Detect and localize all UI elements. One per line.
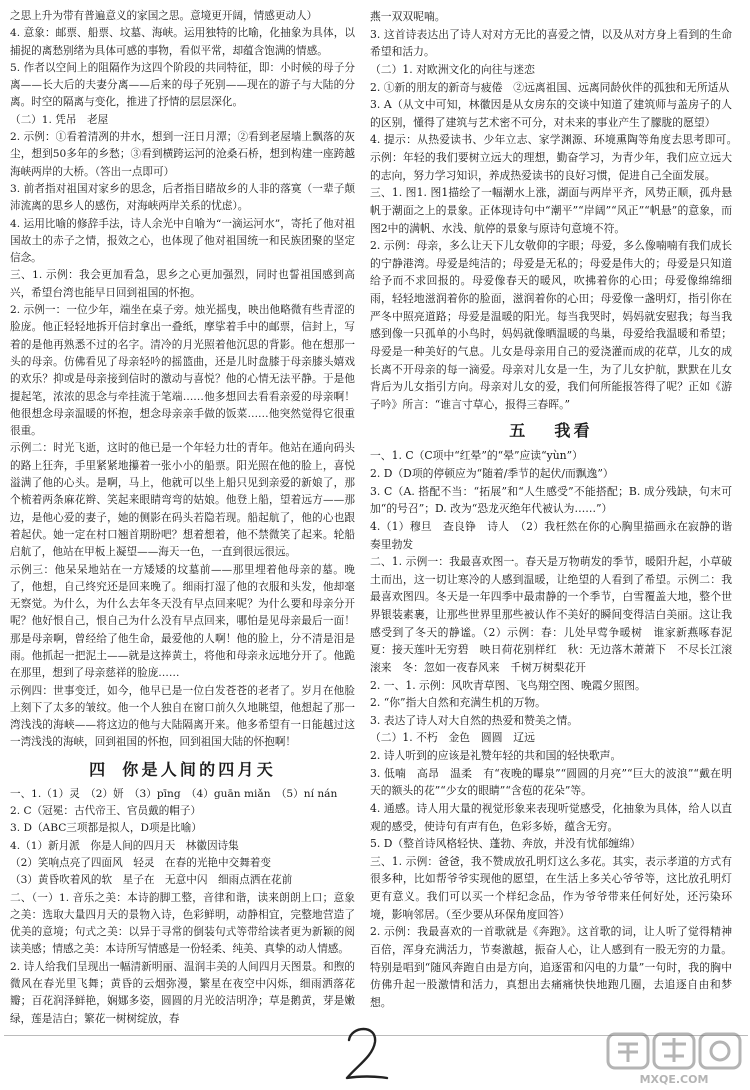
- answer-paragraph: 二、1. 示例一：我最喜欢图一。春天是万物萌发的季节，暖阳升起，小草破土而出，这一切让寒冷的人感到温暖，让绝望的人看到了希望。示例二：我最喜欢图四。冬天是一年四季中最肃静的一个季节，白雪覆盖大地，整个世界银装素裹，让那些世界里那些被认作不美好的瞬间变得洁白美丽。这让我感受到了冬天的静谧。（2）示例：春：儿处早莺争暖树 谁家新燕啄春泥 夏：接天莲叶无穷碧 映日荷花别样红 秋：无边落木萧萧下 不尽长江滚滚来 冬：忽如一夜春风来 千树万树梨花开: [370, 555, 743, 674]
- answer-paragraph: 3. D（ABC三项都是拟人，D项是比喻）: [10, 822, 202, 835]
- answer-paragraph: 示例二：时光飞逝，这时的他已是一个年轻力壮的青年。他站在通向码头的路上狂奔，手里紧紧地攥着一张小小的船票。阳光照在他的脸上，喜悦溢满了他的心头。是啊，马上，他就可以坐上船只见到亲爱的新娘了，那个梳着两条麻花辫、笑起来眼睛弯弯的姑娘。他登上船，望着远方——那边，是他心爱的妻子，她的侧影在码头若隐若现。船起航了，他的心也跟着起伏。她一定在村口翘首期盼吧？想着想着，他不禁微笑了起来。轮船启航了，他站在甲板上凝望——海天一色，一直到很远很远。: [10, 442, 355, 559]
- answer-paragraph: 2. D（D项的停顿应为“随着/季节的起伏/而飘逸”）: [370, 467, 614, 480]
- answer-paragraph: 2. 一、1. 示例：风吹青草图、飞鸟翔空图、晚霞夕照图。: [370, 678, 646, 692]
- answer-paragraph: 2. 示例：母亲，多么让天下儿女敬仰的字眼；母爱，多么像喃喃有我们成长的宁静港湾。母爱是纯洁的；母爱是无私的；母爱是伟大的；母爱是只知道给予而不求回报的。母爱像春天的暖风，吹拂着你的心田；母爱像绵绵细雨，轻轻地滋润着你的脸面，滋润着你的心田；母爱像一盏明灯，指引你在严冬中照亮道路；母爱是温暖的阳光。每当我哭时，妈妈就安慰我；每当我感到像一只孤单的小鸟时，妈妈就像晒温暖的鸟巢，母爱给我温暖和希望；母爱是一种美好的气息。儿女是母亲用自己的爱浇灌而成的花草，儿女的成长离不开母亲的每一滴爱。母亲对儿女是一生，为了儿女护航，默默在儿女背后为儿女指引方向。母亲对儿女的爱，我们何所能报答得了呢？正如《游子吟》所言：“谁言寸草心，报得三春晖。”: [370, 239, 732, 411]
- answer-paragraph: 3. 低喃 高昂 温柔 有“夜晚的曝泉”“圆圆的月亮”“巨大的波浪”“戴在明天的额头的花”“少女的眼睛”“含苞的花朵”等。: [370, 766, 732, 798]
- answer-paragraph: 2. 示例一：一位少年，端坐在桌子旁。烛光摇曳，映出他略微有些青涩的脸庞。他正轻轻地拆开信封拿出一叠纸，摩挲着手中的邮票，信封上，写着的是他再熟悉不过的名字。清冷的月光照着他沉思的背影。他在想那一头的母亲。仿佛看见了母亲轻吟的摇篮曲，还是儿时盘膝于母亲膝头嬉戏的欢乐？抑或是母亲接到信时的激动与喜悦？他的心情无法平静。于是他提起笔，浓浓的思念与牵挂流于笔端……他多想回去看看亲爱的母亲啊！他很想念母亲温暖的怀抱，想念母亲亲手做的饭菜……他突然觉得它很重很重。: [10, 304, 355, 438]
- section-title: 你是人间的四月天: [122, 759, 276, 779]
- answer-paragraph: 2. 示例：我最喜欢的一首歌就是《奔跑》。这首歌的词，让人听了觉得精神百倍，浑身充满活力，节奏激越，振奋人心，让人感到有一股无穷的力量。特别是唱到“随风奔跑自由是方向，追逐雷和闪电的力量”一句时，我的胸中仿佛升起一股激情和活力，真想出去痛痛快快地跑几圈，去追逐自由和梦想。: [370, 925, 732, 1009]
- section-heading: [370, 419, 732, 443]
- answer-paragraph: 3. C（A. 搭配不当：“拓展”和“人生感受”不能搭配；B. 成分残缺，句末可加“的号召”；D. 改为“恐龙灭绝年代被认为……”）: [370, 484, 732, 516]
- handwritten-page-number: [335, 1018, 395, 1088]
- left-column: [10, 8, 355, 1028]
- answer-paragraph: 示例四：世事变迁，如今，他早已是一位白发苍苍的老者了。岁月在他脸上刻下了太多的皱纹。他一个人独自在窗口前久久地眺望，他想起了那一湾浅浅的海峡——将这边的他与大陆隔离开来。他多希望有一日能越过这一湾浅浅的海峡，回到祖国的怀抱，回到祖国大陆的怀抱啊！: [10, 684, 355, 749]
- answer-paragraph: 4. 运用比喻的修辞手法，诗人余光中自喻为“一滴运河水”，寄托了他对祖国故土的赤子之情，报效之心，也体现了他对祖国统一和民族团聚的坚定信念。: [10, 217, 355, 265]
- answer-paragraph: 示例三：他呆呆地站在一方矮矮的坟墓前——那里埋着他母亲的墓。晚了，他想，自己终究还是回来晚了。细雨打湿了他的衣服和头发，他却毫无察觉。为什么，为什么去年冬天没有早点回来呢？为什么要和母亲分开呢？他好恨自己，恨自己为什么没有早点回来，哪怕是见母亲最后一面！那是母亲啊，曾经给了他生命，最爱他的人啊！他的脸上，分不清是泪是雨。他抓起一把泥土——就是这捧黄土，将他和母亲永远地分开了。他跪在那里，想到了母亲慈祥的脸庞……: [10, 563, 355, 680]
- answer-paragraph: 5. D（整首诗风格轻快、蓬勃、奔放，并没有忧郁缠绵）: [370, 837, 641, 851]
- answer-paragraph: 三、1. 示例：爸爸，我不赞成放孔明灯这么多花。其实，表示孝道的方式有很多种，比如帮爷爷实现他的愿望，在生活上多关心爷爷等，这比放孔明灯更有意义。我们可以买一个样纪念品，作为爷爷带来任何好处，还污染环境，影响邻居。（至少要从环保角度回答）: [370, 854, 732, 921]
- answer-paragraph: （二）1. 对欧洲文化的向往与迷恋: [370, 62, 535, 76]
- section-heading: [10, 758, 355, 782]
- watermark-logo: [606, 1030, 746, 1088]
- answer-paragraph: 4.（1）穆旦 查良铮 诗人 （2）我枉然在你的心胸里描画永在寂静的谐奏里勃发: [370, 519, 732, 551]
- section-number: 五: [509, 421, 529, 441]
- right-column: [370, 8, 743, 1011]
- answer-paragraph: 三、1. 示例：我会更加看急，思乡之心更加强烈，同时也誓祖国感到高兴，希望台湾也能早日回到祖国的怀抱。: [10, 269, 355, 299]
- answer-paragraph: 一、1. C（C项中“红晕”的“晕”应读“yùn”）: [370, 449, 583, 463]
- answer-paragraph: 二、（一）1. 音乐之美：本诗韵脚工整，音律和谐，读来朗朗上口；意象之美：选取大量四月天的景物入诗，色彩鲜明，动静相宜，完整地营造了优美的意境；句式之美：以异于寻常的倒装句式等带给读者更为新颖的阅读美感；情感之美：本诗所写情感是一份轻柔、纯美、真挚的动人情感。: [10, 891, 355, 956]
- answer-paragraph: 燕一双双呢喃。: [370, 10, 446, 23]
- answer-paragraph: 3. 前者指对祖国对家乡的思念，后者指目睹故乡的人非的落寞（一辈子颠沛流离的思乡人的感伤，对海峡两岸关系的忧虑）。: [10, 182, 355, 213]
- answer-paragraph: 2. 诗人给我们呈现出一幅清新明丽、温润丰美的人间四月天图景。和煦的微风在春光里飞舞；黄昏的云烟弥漫，繁星在夜空中闪烁，细雨洒落花瓣；百花润泽鲜艳，娴娜多姿，圆圆的月光皎洁明净；草是鹅黄，芽是嫩绿，莲是洁白；繁花一树树绽放，春: [10, 960, 355, 1025]
- answer-paragraph: 一、1.（1）灵 （2）妍 （3）pīng （4）guān miǎn （5）ní nán: [10, 787, 338, 800]
- section-number: 四: [89, 759, 109, 779]
- answer-paragraph: 4. 意象：邮票、船票、坟墓、海峡。运用独特的比喻，化抽象为具体，以捕捉的离愁别绪为具体可感的事物，看似平常，却蕴含饱满的情感。: [10, 27, 355, 57]
- watermark-text: MXQE.COM: [639, 1073, 709, 1086]
- answer-paragraph: 2. ①新的朋友的新奇与疲倦 ②远离祖国、远离同龄伙伴的孤独和无所适从: [370, 80, 730, 94]
- answer-paragraph: 3. 表达了诗人对大自然的热爱和赞美之情。: [370, 713, 579, 727]
- answer-paragraph: 2. “你”指大自然和充满生机的万物。: [370, 696, 546, 710]
- answer-paragraph: 之思上升为带有普遍意义的家国之思。意境更开阔，情感更动人）: [10, 10, 318, 22]
- section-title: 我看: [554, 421, 593, 441]
- answer-paragraph: 3. 这首诗表达出了诗人对对方无比的喜爱之情，以及从对方身上看到的生命希望和活力。: [370, 27, 732, 59]
- answer-paragraph: 4.（1）新月派 你是人间的四月天 林徽因诗集: [10, 839, 239, 852]
- answer-paragraph: （二）1. 凭吊 老屋: [10, 113, 109, 126]
- answer-paragraph: 2. C（冠冕：古代帝王、官员戴的帽子）: [10, 805, 202, 818]
- answer-paragraph: 5. 作者以空间上的阻隔作为这四个阶段的共同特征，即：小时候的母子分离——长大后的夫妻分离——后来的母子死别——现在的游子与大陆的分离。时空的隔离与变化，推进了抒情的层层深化。: [10, 61, 355, 109]
- answer-paragraph: 4. 通感。诗人用大量的视觉形象来表现听觉感受，化抽象为具体，给人以直观的感受，使诗句有声有色，色彩多娇，蕴含无穷。: [370, 801, 732, 833]
- answer-paragraph: 4. 提示：从热爱读书、少年立志、家学渊源、环境熏陶等角度去思考即可。 示例：年轻的我们要树立远大的理想，勤奋学习，为青少年，我们应立远大的志向，努力学习知识，养成热爱读书的良好习惯，促进自己全面发展。: [370, 133, 743, 182]
- answer-paragraph: 3. A（从文中可知，林徽因是从女房东的交谈中知道了建筑师与盖房子的人的区别，懂得了建筑与艺术密不可分，对未来的事业产生了朦胧的愿望）: [370, 98, 732, 129]
- answer-paragraph: 2. 诗人听到的应该是礼赞年轻的共和国的轻快歌声。: [370, 749, 622, 762]
- answer-paragraph: （3）黄昏吹着风的软 星子在 无意中闪 细雨点洒在花前: [10, 874, 293, 887]
- answer-paragraph: （2）笑响点亮了四面风 轻灵 在春的光艳中交舞着变: [10, 856, 271, 869]
- answer-paragraph: 三、1. 图1. 图1描绘了一幅潮水上涨，湖面与两岸平齐，风势正顺，孤舟悬帆于潮面之上的景象。正体现诗句中“潮平”“岸阔”“风正”“帆悬”的意象，而图2中的满帆、水浅、航停的景象与原诗句意境不符。: [370, 186, 732, 235]
- answer-paragraph: 2. 示例：①看着清冽的井水，想到一汪日月潭；②看到老屋墙上飘落的灰尘，想到50多年的乡愁；③看到横跨运河的沧桑石桥，想到构建一座跨越海峡两岸的大桥。（答出一点即可）: [10, 131, 355, 178]
- answer-paragraph: （二）1. 不朽 金色 圆圆 辽远: [370, 731, 535, 745]
